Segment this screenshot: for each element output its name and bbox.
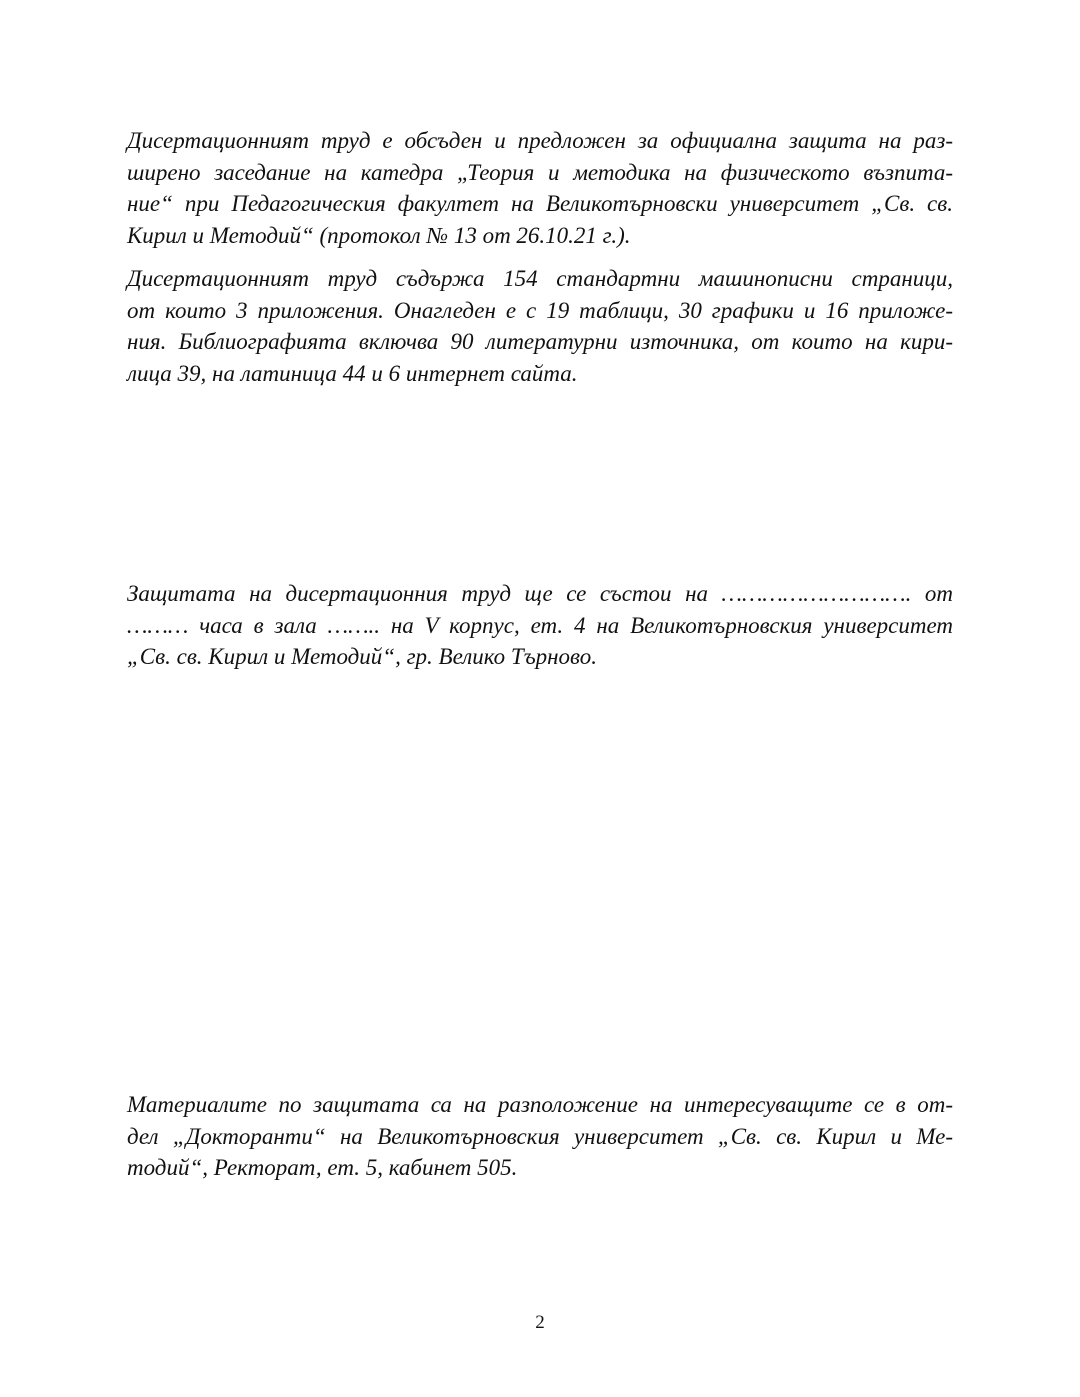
paragraph-dissertation-contents [127, 263, 953, 389]
text-line: Дисертационният труд съдържа 154 стандартни машинописни страници, [127, 266, 953, 291]
text-line: ширено заседание на катедра „Теория и методика на физическото възпита- [127, 159, 953, 185]
text-line: дел „Докторанти“ на Великотърновския университет „Св. св. Кирил и Ме- [127, 1123, 953, 1149]
paragraph-materials-availability [127, 1089, 953, 1184]
text-line: ние“ при Педагогическия факултет на Великотърновски университет „Св. св. [127, 191, 953, 216]
text-line: ……… часа в зала …….. на V корпус, ет. 4 на Великотърновския университет [127, 612, 953, 638]
text-line: Материалите по защитата са на разположение на интересуващите се в от- [127, 1092, 953, 1117]
text-line: тодий“, Ректорат, ет. 5, кабинет 505. [127, 1155, 518, 1180]
text-line: Защитата на дисертационния труд ще се състои на ………………………. от [127, 581, 953, 606]
text-line: Кирил и Методий“ (протокол № 13 от 26.10.21 г.). [127, 222, 631, 248]
text-line: „Св. св. Кирил и Методий“, гр. Велико Търново. [127, 644, 597, 669]
text-line: лица 39, на латиница 44 и 6 интернет сайта. [127, 360, 578, 386]
text-line: от които 3 приложения. Онагледен е с 19 таблици, 30 графики и 16 приложе- [127, 297, 953, 323]
page-number: 2 [535, 1312, 545, 1333]
paragraph-defense-schedule [127, 578, 953, 673]
text-line: ния. Библиографията включва 90 литературни източника, от които на кири- [127, 329, 953, 354]
paragraph-dissertation-discussion [127, 125, 953, 251]
text-line: Дисертационният труд е обсъден и предложен за официална защита на раз- [127, 128, 953, 153]
